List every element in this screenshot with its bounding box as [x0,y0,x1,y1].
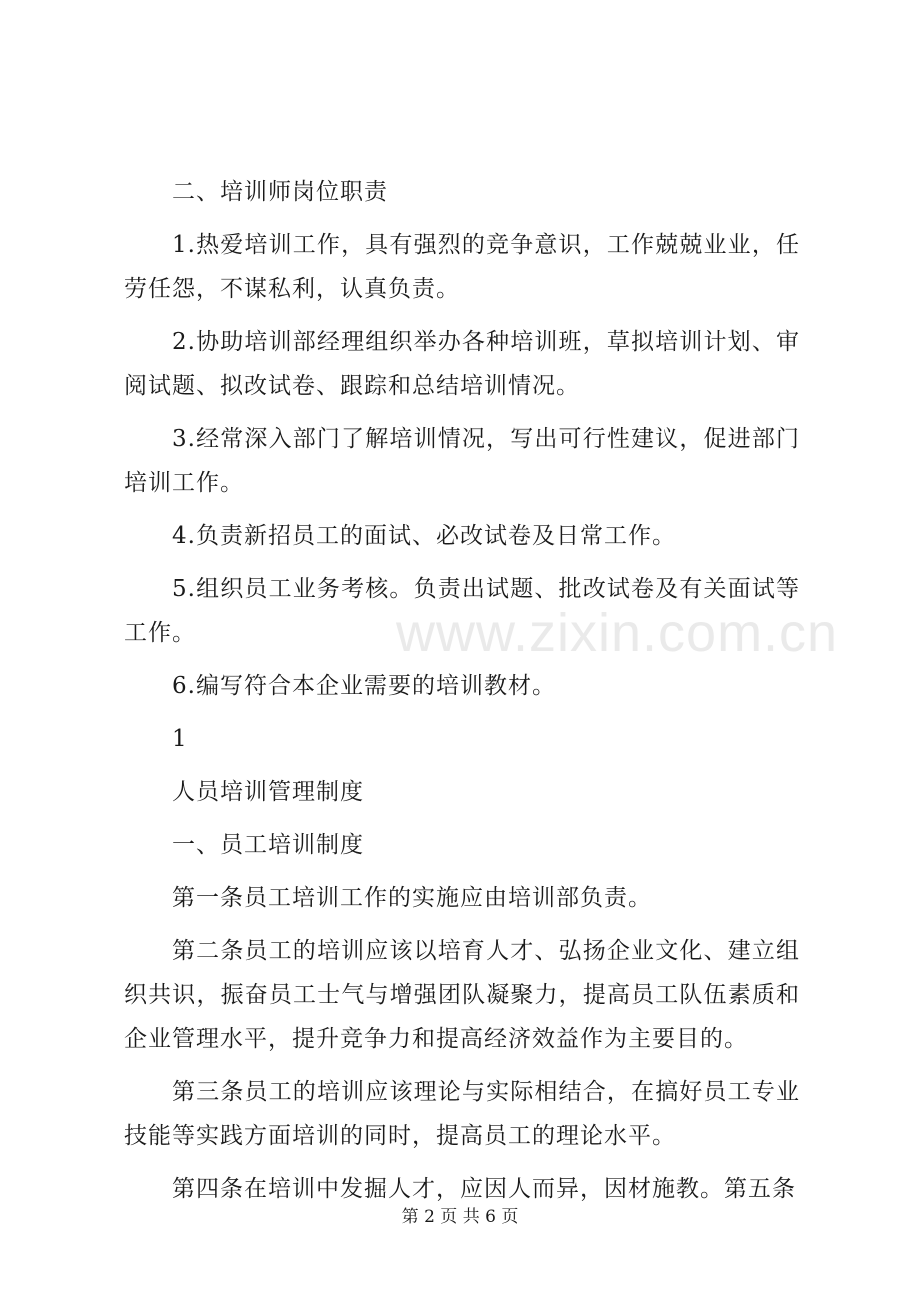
duty-item-5: 5.组织员工业务考核。负责出试题、批改试卷及有关面试等工作。 [124,576,800,646]
article-1: 第一条员工培训工作的实施应由培训部负责。 [172,885,652,911]
article-3: 第三条员工的培训应该理论与实际相结合，在搞好员工专业技能等实践方面培训的同时，提高员工的理论水平。 [124,1079,800,1149]
duty-item-3: 3.经常深入部门了解培训情况，写出可行性建议，促进部门培训工作。 [124,426,800,496]
duty-item-2: 2.协助培训部经理组织举办各种培训班，草拟培训计划、审阅试题、拟改试卷、跟踪和总结培训情况。 [124,329,800,399]
duty-item-6: 6.编写符合本企业需要的培训教材。 [172,673,556,699]
watermark: www.zixin.com.cn [396,603,839,663]
document-body [124,170,800,1220]
duty-item-1: 1.热爱培训工作，具有强烈的竞争意识，工作兢兢业业，任劳任怨，不谋私利，认真负责。 [124,232,800,302]
duty-item-4: 4.负责新招员工的面试、必改试卷及日常工作。 [172,523,676,549]
inline-page-number: 1 [172,726,188,752]
section-heading-trainer-duties: 二、培训师岗位职责 [172,179,388,205]
article-2: 第二条员工的培训应该以培育人才、弘扬企业文化、建立组织共识，振奋员工士气与增强团队凝聚力，提高员工队伍素质和企业管理水平，提升竞争力和提高经济效益作为主要目的。 [124,938,800,1052]
article-4: 第四条在培训中发掘人才，应因人而异，因材施教。第五条 [172,1176,796,1202]
document-title: 人员培训管理制度 [172,779,364,805]
section-heading-staff-training: 一、员工培训制度 [172,832,364,858]
page-footer: 第 2 页 共 6 页 [401,1207,519,1227]
